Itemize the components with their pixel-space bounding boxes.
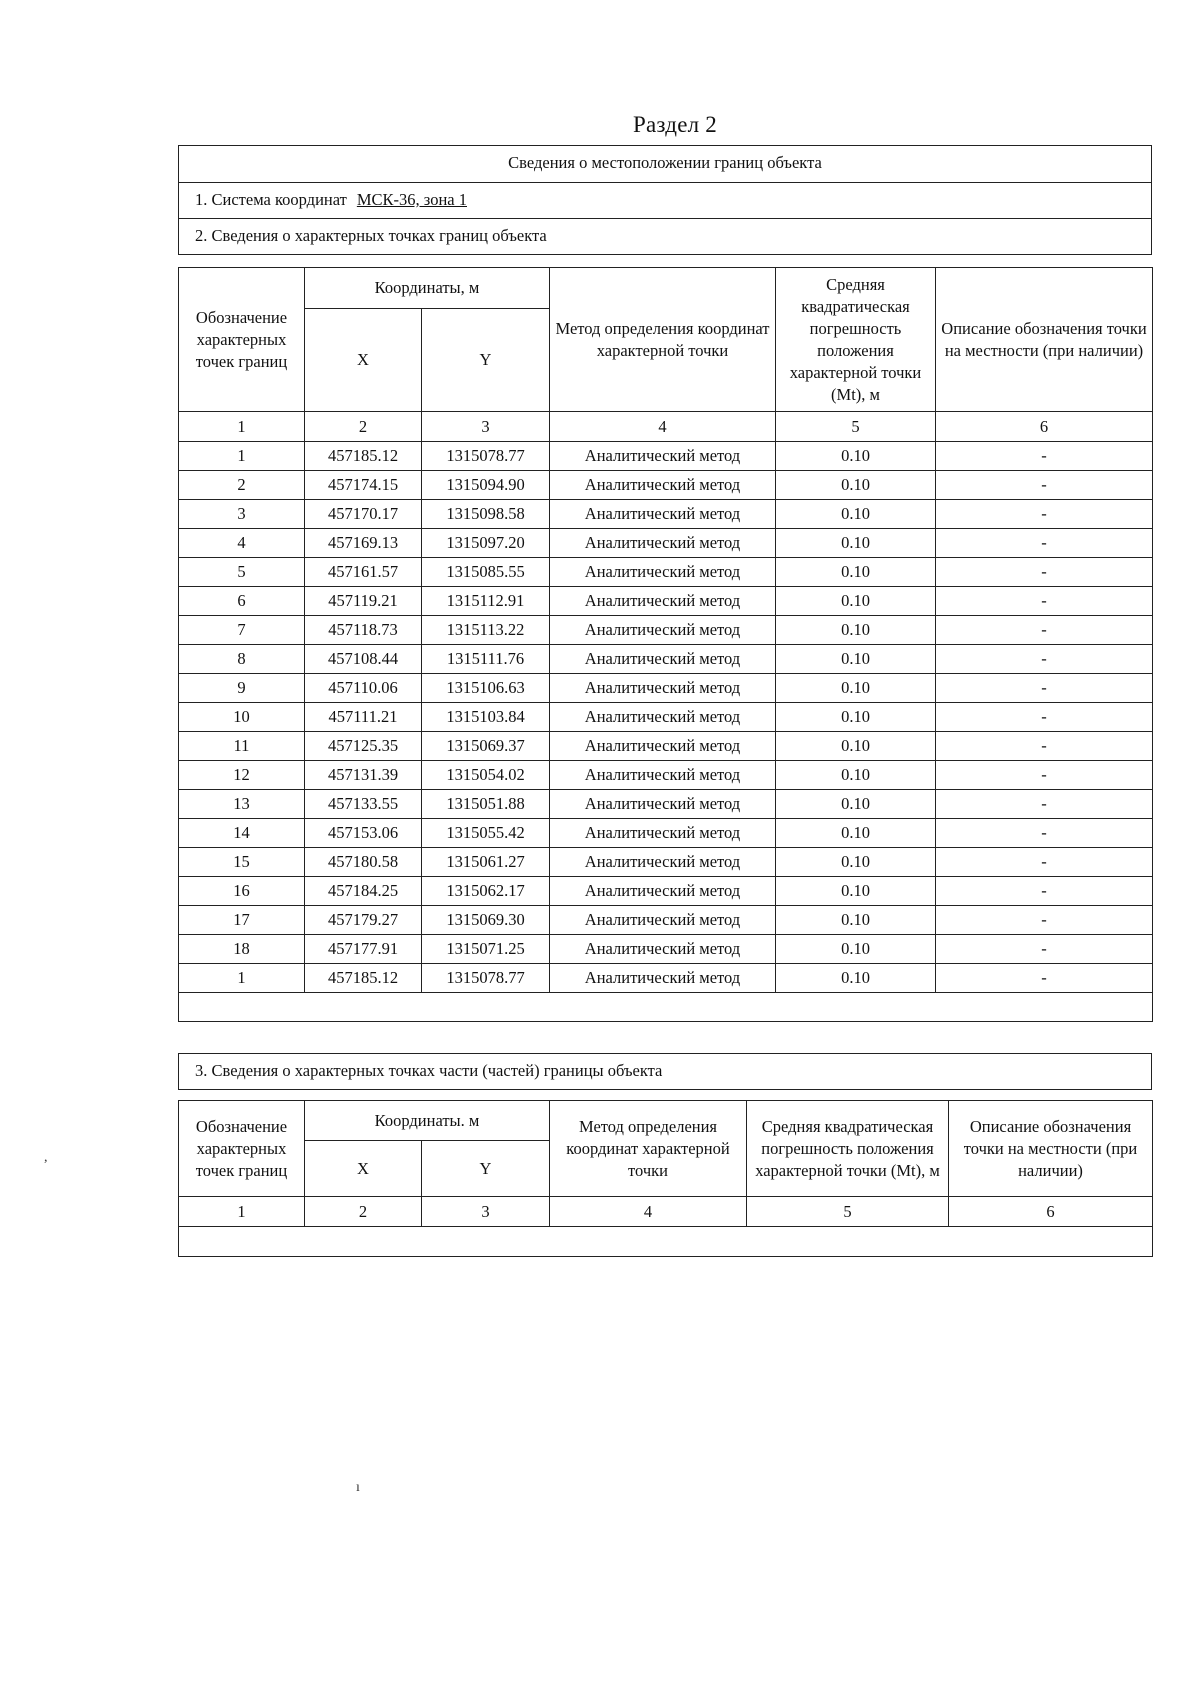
coord-y: 1315078.77 [422, 964, 550, 993]
coord-x: 457125.35 [305, 732, 422, 761]
table-row [179, 877, 1153, 906]
coord-y: 1315097.20 [422, 529, 550, 558]
page-title [0, 112, 1200, 138]
coord-y: 1315071.25 [422, 935, 550, 964]
header-description: Описание обозначения точки на местности (при наличии) [936, 268, 1153, 412]
coord-x: 457179.27 [305, 906, 422, 935]
header-coordinates: Координаты, м [305, 268, 550, 309]
coord-y: 1315078.77 [422, 442, 550, 471]
description-cell: - [936, 471, 1153, 500]
coord-y: 1315098.58 [422, 500, 550, 529]
error-cell: 0.10 [776, 587, 936, 616]
method-cell: Аналитический метод [550, 645, 776, 674]
column-number: 1 [179, 412, 305, 442]
method-cell: Аналитический метод [550, 500, 776, 529]
header-y: Y [422, 309, 550, 412]
method-cell: Аналитический метод [550, 442, 776, 471]
description-cell: - [936, 761, 1153, 790]
table-row [179, 587, 1153, 616]
description-cell: - [936, 674, 1153, 703]
boundary-points-body [179, 442, 1153, 993]
description-cell: - [936, 877, 1153, 906]
section-header-box [178, 145, 1152, 255]
column-number: 3 [422, 1197, 550, 1227]
method-cell: Аналитический метод [550, 761, 776, 790]
header-point-designation: Обозначение характерных точек границ [179, 1101, 305, 1197]
method-cell: Аналитический метод [550, 732, 776, 761]
method-cell: Аналитический метод [550, 558, 776, 587]
column-number: 5 [747, 1197, 949, 1227]
description-cell: - [936, 616, 1153, 645]
description-cell: - [936, 645, 1153, 674]
coord-y: 1315069.37 [422, 732, 550, 761]
column-number: 6 [949, 1197, 1153, 1227]
header-y: Y [422, 1141, 550, 1197]
point-number: 14 [179, 819, 305, 848]
coord-y: 1315094.90 [422, 471, 550, 500]
point-number: 15 [179, 848, 305, 877]
description-cell: - [936, 906, 1153, 935]
coord-x: 457153.06 [305, 819, 422, 848]
error-cell: 0.10 [776, 848, 936, 877]
description-cell: - [936, 935, 1153, 964]
coord-y: 1315062.17 [422, 877, 550, 906]
point-number: 7 [179, 616, 305, 645]
coord-y: 1315111.76 [422, 645, 550, 674]
page-title-text: Раздел 2 [633, 112, 717, 137]
method-cell: Аналитический метод [550, 703, 776, 732]
description-cell: - [936, 790, 1153, 819]
header-method: Метод определения координат характерной точки [550, 268, 776, 412]
point-number: 1 [179, 964, 305, 993]
error-cell: 0.10 [776, 819, 936, 848]
header-x: X [305, 1141, 422, 1197]
coord-x: 457174.15 [305, 471, 422, 500]
coord-x: 457108.44 [305, 645, 422, 674]
coord-x: 457170.17 [305, 500, 422, 529]
coord-x: 457119.21 [305, 587, 422, 616]
coord-x: 457169.13 [305, 529, 422, 558]
method-cell: Аналитический метод [550, 587, 776, 616]
part-boundary-points-table [178, 1100, 1153, 1257]
description-cell: - [936, 848, 1153, 877]
header-error: Средняя квадратическая погрешность положения характерной точки (Mt), м [747, 1101, 949, 1197]
method-cell: Аналитический метод [550, 906, 776, 935]
header-error: Средняя квадратическая погрешность положения характерной точки (Mt), м [776, 268, 936, 412]
error-cell: 0.10 [776, 964, 936, 993]
point-number: 8 [179, 645, 305, 674]
description-cell: - [936, 732, 1153, 761]
column-number: 1 [179, 1197, 305, 1227]
table-row [179, 703, 1153, 732]
point-number: 17 [179, 906, 305, 935]
description-cell: - [936, 500, 1153, 529]
method-cell: Аналитический метод [550, 877, 776, 906]
coord-x: 457118.73 [305, 616, 422, 645]
coord-x: 457177.91 [305, 935, 422, 964]
table-row [179, 790, 1153, 819]
point-number: 11 [179, 732, 305, 761]
coord-x: 457111.21 [305, 703, 422, 732]
description-cell: - [936, 558, 1153, 587]
error-cell: 0.10 [776, 674, 936, 703]
table-row [179, 935, 1153, 964]
method-cell: Аналитический метод [550, 529, 776, 558]
column-number: 2 [305, 1197, 422, 1227]
point-number: 5 [179, 558, 305, 587]
point-number: 12 [179, 761, 305, 790]
coord-x: 457185.12 [305, 964, 422, 993]
error-cell: 0.10 [776, 703, 936, 732]
table-row [179, 558, 1153, 587]
table-row [179, 674, 1153, 703]
error-cell: 0.10 [776, 500, 936, 529]
column-numbers-row [179, 1197, 1153, 1227]
error-cell: 0.10 [776, 790, 936, 819]
description-cell: - [936, 703, 1153, 732]
error-cell: 0.10 [776, 616, 936, 645]
coord-x: 457184.25 [305, 877, 422, 906]
coord-y: 1315113.22 [422, 616, 550, 645]
error-cell: 0.10 [776, 442, 936, 471]
table-row [179, 819, 1153, 848]
table-row [179, 964, 1153, 993]
error-cell: 0.10 [776, 761, 936, 790]
coord-x: 457133.55 [305, 790, 422, 819]
coord-y: 1315085.55 [422, 558, 550, 587]
description-cell: - [936, 964, 1153, 993]
coord-x: 457180.58 [305, 848, 422, 877]
header-description: Описание обозначения точки на местности (при наличии) [949, 1101, 1153, 1197]
error-cell: 0.10 [776, 645, 936, 674]
point-number: 4 [179, 529, 305, 558]
table-row [179, 906, 1153, 935]
scan-speck: , [44, 1150, 48, 1165]
column-number: 6 [936, 412, 1153, 442]
table-row [179, 500, 1153, 529]
table-row [179, 442, 1153, 471]
header-point-designation: Обозначение характерных точек границ [179, 268, 305, 412]
description-cell: - [936, 819, 1153, 848]
section-title: Сведения о местоположении границ объекта [508, 153, 822, 172]
column-number: 4 [550, 412, 776, 442]
error-cell: 0.10 [776, 732, 936, 761]
table-row [179, 732, 1153, 761]
coord-y: 1315055.42 [422, 819, 550, 848]
coord-system-row [179, 182, 1151, 218]
coord-y: 1315106.63 [422, 674, 550, 703]
error-cell: 0.10 [776, 558, 936, 587]
header-x: X [305, 309, 422, 412]
method-cell: Аналитический метод [550, 935, 776, 964]
column-number: 3 [422, 412, 550, 442]
method-cell: Аналитический метод [550, 790, 776, 819]
method-cell: Аналитический метод [550, 674, 776, 703]
description-cell: - [936, 442, 1153, 471]
method-cell: Аналитический метод [550, 471, 776, 500]
coord-x: 457110.06 [305, 674, 422, 703]
coord-system-value: МСК-36, зона 1 [356, 190, 467, 209]
method-cell: Аналитический метод [550, 616, 776, 645]
column-number: 4 [550, 1197, 747, 1227]
header-coordinates: Координаты. м [305, 1101, 550, 1141]
point-number: 18 [179, 935, 305, 964]
scan-speck: ı [356, 1480, 360, 1495]
column-number: 5 [776, 412, 936, 442]
coord-x: 457185.12 [305, 442, 422, 471]
coord-system-label: 1. Система координат [195, 190, 347, 209]
table-row [179, 645, 1153, 674]
point-number: 10 [179, 703, 305, 732]
error-cell: 0.10 [776, 471, 936, 500]
error-cell: 0.10 [776, 906, 936, 935]
coord-x: 457161.57 [305, 558, 422, 587]
method-cell: Аналитический метод [550, 964, 776, 993]
coord-y: 1315103.84 [422, 703, 550, 732]
table-empty-row [179, 993, 1153, 1022]
point-number: 13 [179, 790, 305, 819]
boundary-points-table [178, 267, 1153, 1022]
table-row [179, 616, 1153, 645]
coord-y: 1315061.27 [422, 848, 550, 877]
description-cell: - [936, 587, 1153, 616]
method-cell: Аналитический метод [550, 848, 776, 877]
coord-y: 1315112.91 [422, 587, 550, 616]
table-row [179, 848, 1153, 877]
table-row [179, 529, 1153, 558]
coord-x: 457131.39 [305, 761, 422, 790]
description-cell: - [936, 529, 1153, 558]
error-cell: 0.10 [776, 529, 936, 558]
coord-y: 1315069.30 [422, 906, 550, 935]
point-number: 16 [179, 877, 305, 906]
point-number: 3 [179, 500, 305, 529]
point-number: 2 [179, 471, 305, 500]
table-row [179, 471, 1153, 500]
coord-y: 1315054.02 [422, 761, 550, 790]
column-number: 2 [305, 412, 422, 442]
point-number: 9 [179, 674, 305, 703]
point-number: 6 [179, 587, 305, 616]
error-cell: 0.10 [776, 877, 936, 906]
table-row [179, 761, 1153, 790]
points-section-title: 2. Сведения о характерных точках границ объекта [179, 218, 1151, 254]
coord-y: 1315051.88 [422, 790, 550, 819]
table-empty-row [179, 1227, 1153, 1257]
point-number: 1 [179, 442, 305, 471]
section3-title: 3. Сведения о характерных точках части (частей) границы объекта [178, 1053, 1152, 1090]
error-cell: 0.10 [776, 935, 936, 964]
method-cell: Аналитический метод [550, 819, 776, 848]
header-method: Метод определения координат характерной точки [550, 1101, 747, 1197]
column-numbers-row [179, 412, 1153, 442]
